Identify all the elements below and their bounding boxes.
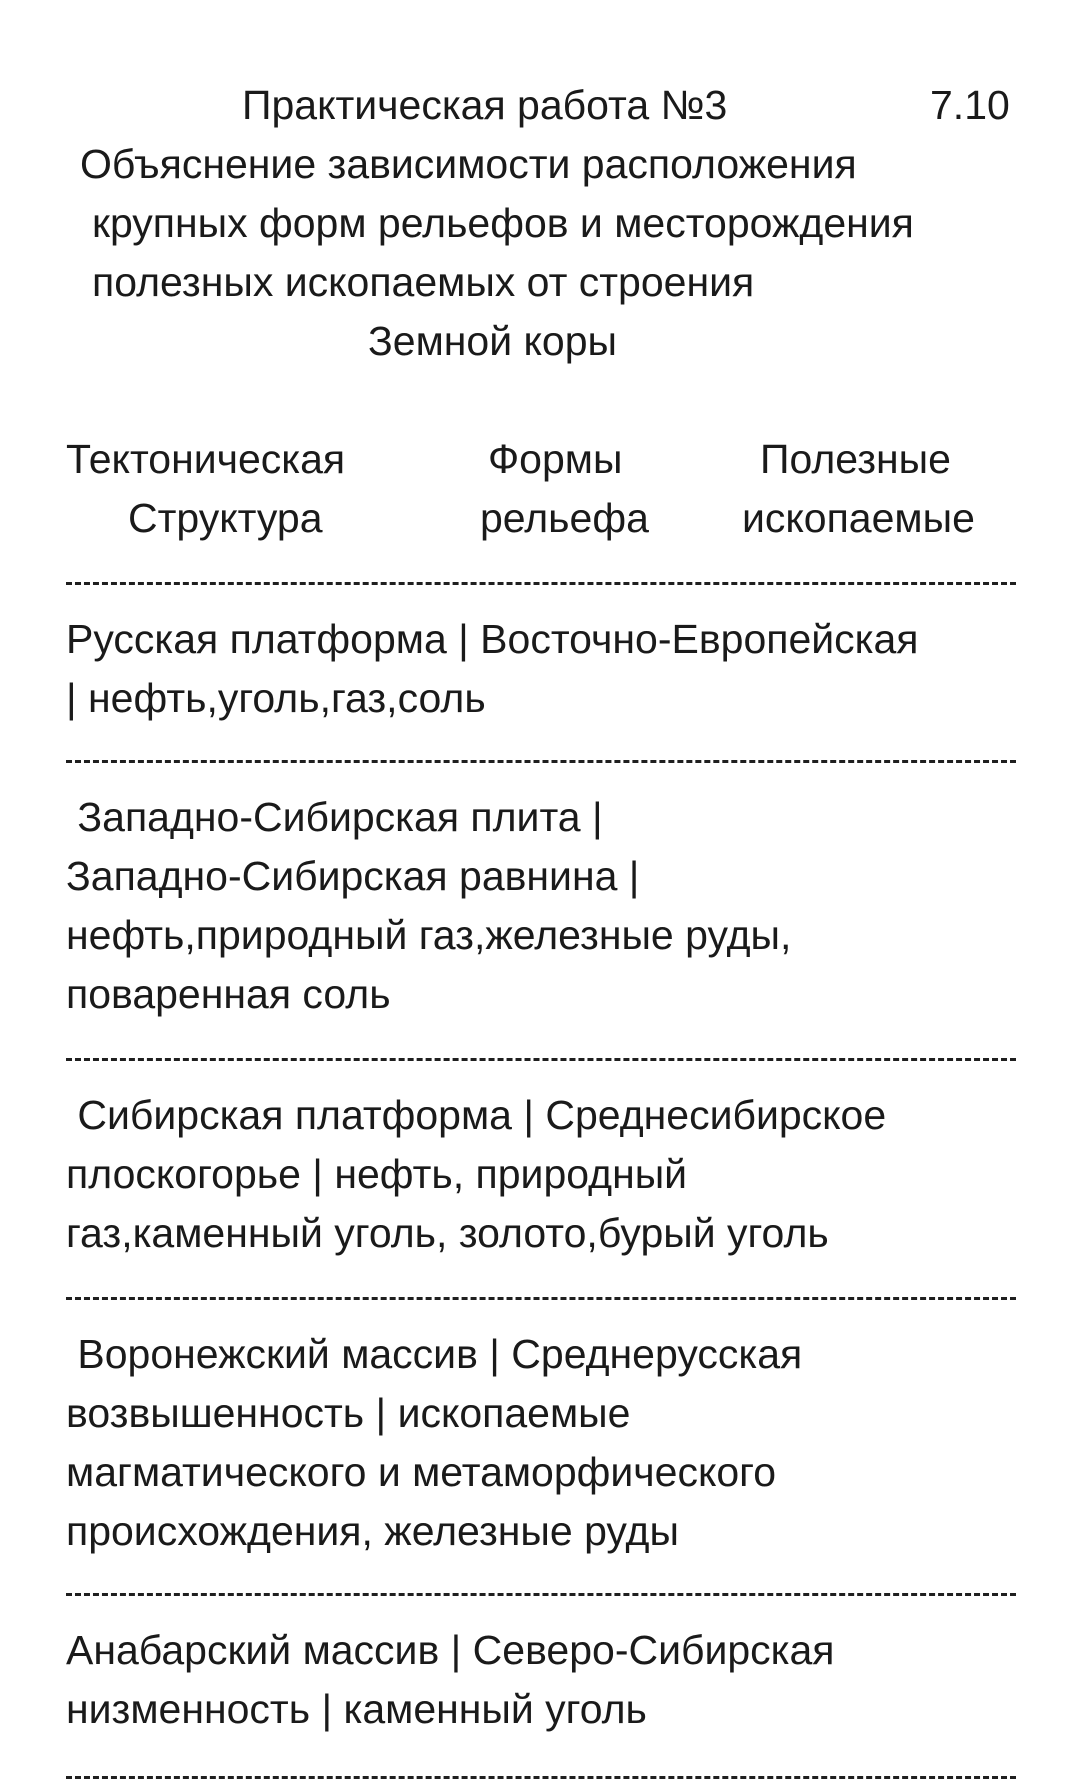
table-row-line: происхождения, железные руды xyxy=(66,1508,679,1554)
table-row-line: Воронежский массив | Среднерусская xyxy=(66,1331,803,1377)
column-header-relief: рельефа xyxy=(480,495,649,541)
page-title: Практическая работа №3 xyxy=(242,82,728,128)
page-date: 7.10 xyxy=(930,82,1010,128)
dashed-divider xyxy=(66,582,1016,585)
dashed-divider xyxy=(66,1058,1016,1061)
table-row-line: возвышенность | ископаемые xyxy=(66,1390,631,1436)
dashed-divider xyxy=(66,1776,1016,1779)
subtitle-line: полезных ископаемых от строения xyxy=(92,259,755,305)
table-row-line: низменность | каменный уголь xyxy=(66,1686,647,1732)
subtitle-line: крупных форм рельефов и месторождения xyxy=(92,200,914,246)
column-header-relief: Формы xyxy=(488,436,623,482)
column-header-minerals: Полезные xyxy=(760,436,951,482)
subtitle-line: Земной коры xyxy=(368,318,617,364)
table-row-line: Западно-Сибирская равнина | xyxy=(66,853,640,899)
dashed-divider xyxy=(66,1593,1016,1596)
table-row-line: Западно-Сибирская плита | xyxy=(66,794,603,840)
subtitle-line: Объяснение зависимости расположения xyxy=(80,141,857,187)
table-row-line: поваренная соль xyxy=(66,971,391,1017)
table-row-line: Анабарский массив | Северо-Сибирская xyxy=(66,1627,835,1673)
dashed-divider xyxy=(66,1297,1016,1300)
table-row-line: плоскогорье | нефть, природный xyxy=(66,1151,688,1197)
table-row-line: газ,каменный уголь, золото,бурый уголь xyxy=(66,1210,829,1256)
column-header-tectonic: Тектоническая xyxy=(66,436,346,482)
dashed-divider xyxy=(66,760,1016,763)
table-row-line: | нефть,уголь,газ,соль xyxy=(66,675,486,721)
column-header-tectonic: Структура xyxy=(128,495,323,541)
column-header-minerals: ископаемые xyxy=(742,495,975,541)
table-row-line: магматического и метаморфического xyxy=(66,1449,777,1495)
table-row-line: Русская платформа | Восточно-Европейская xyxy=(66,616,919,662)
table-row-line: нефть,природный газ,железные руды, xyxy=(66,912,792,958)
table-row-line: Сибирская платформа | Среднесибирское xyxy=(66,1092,887,1138)
